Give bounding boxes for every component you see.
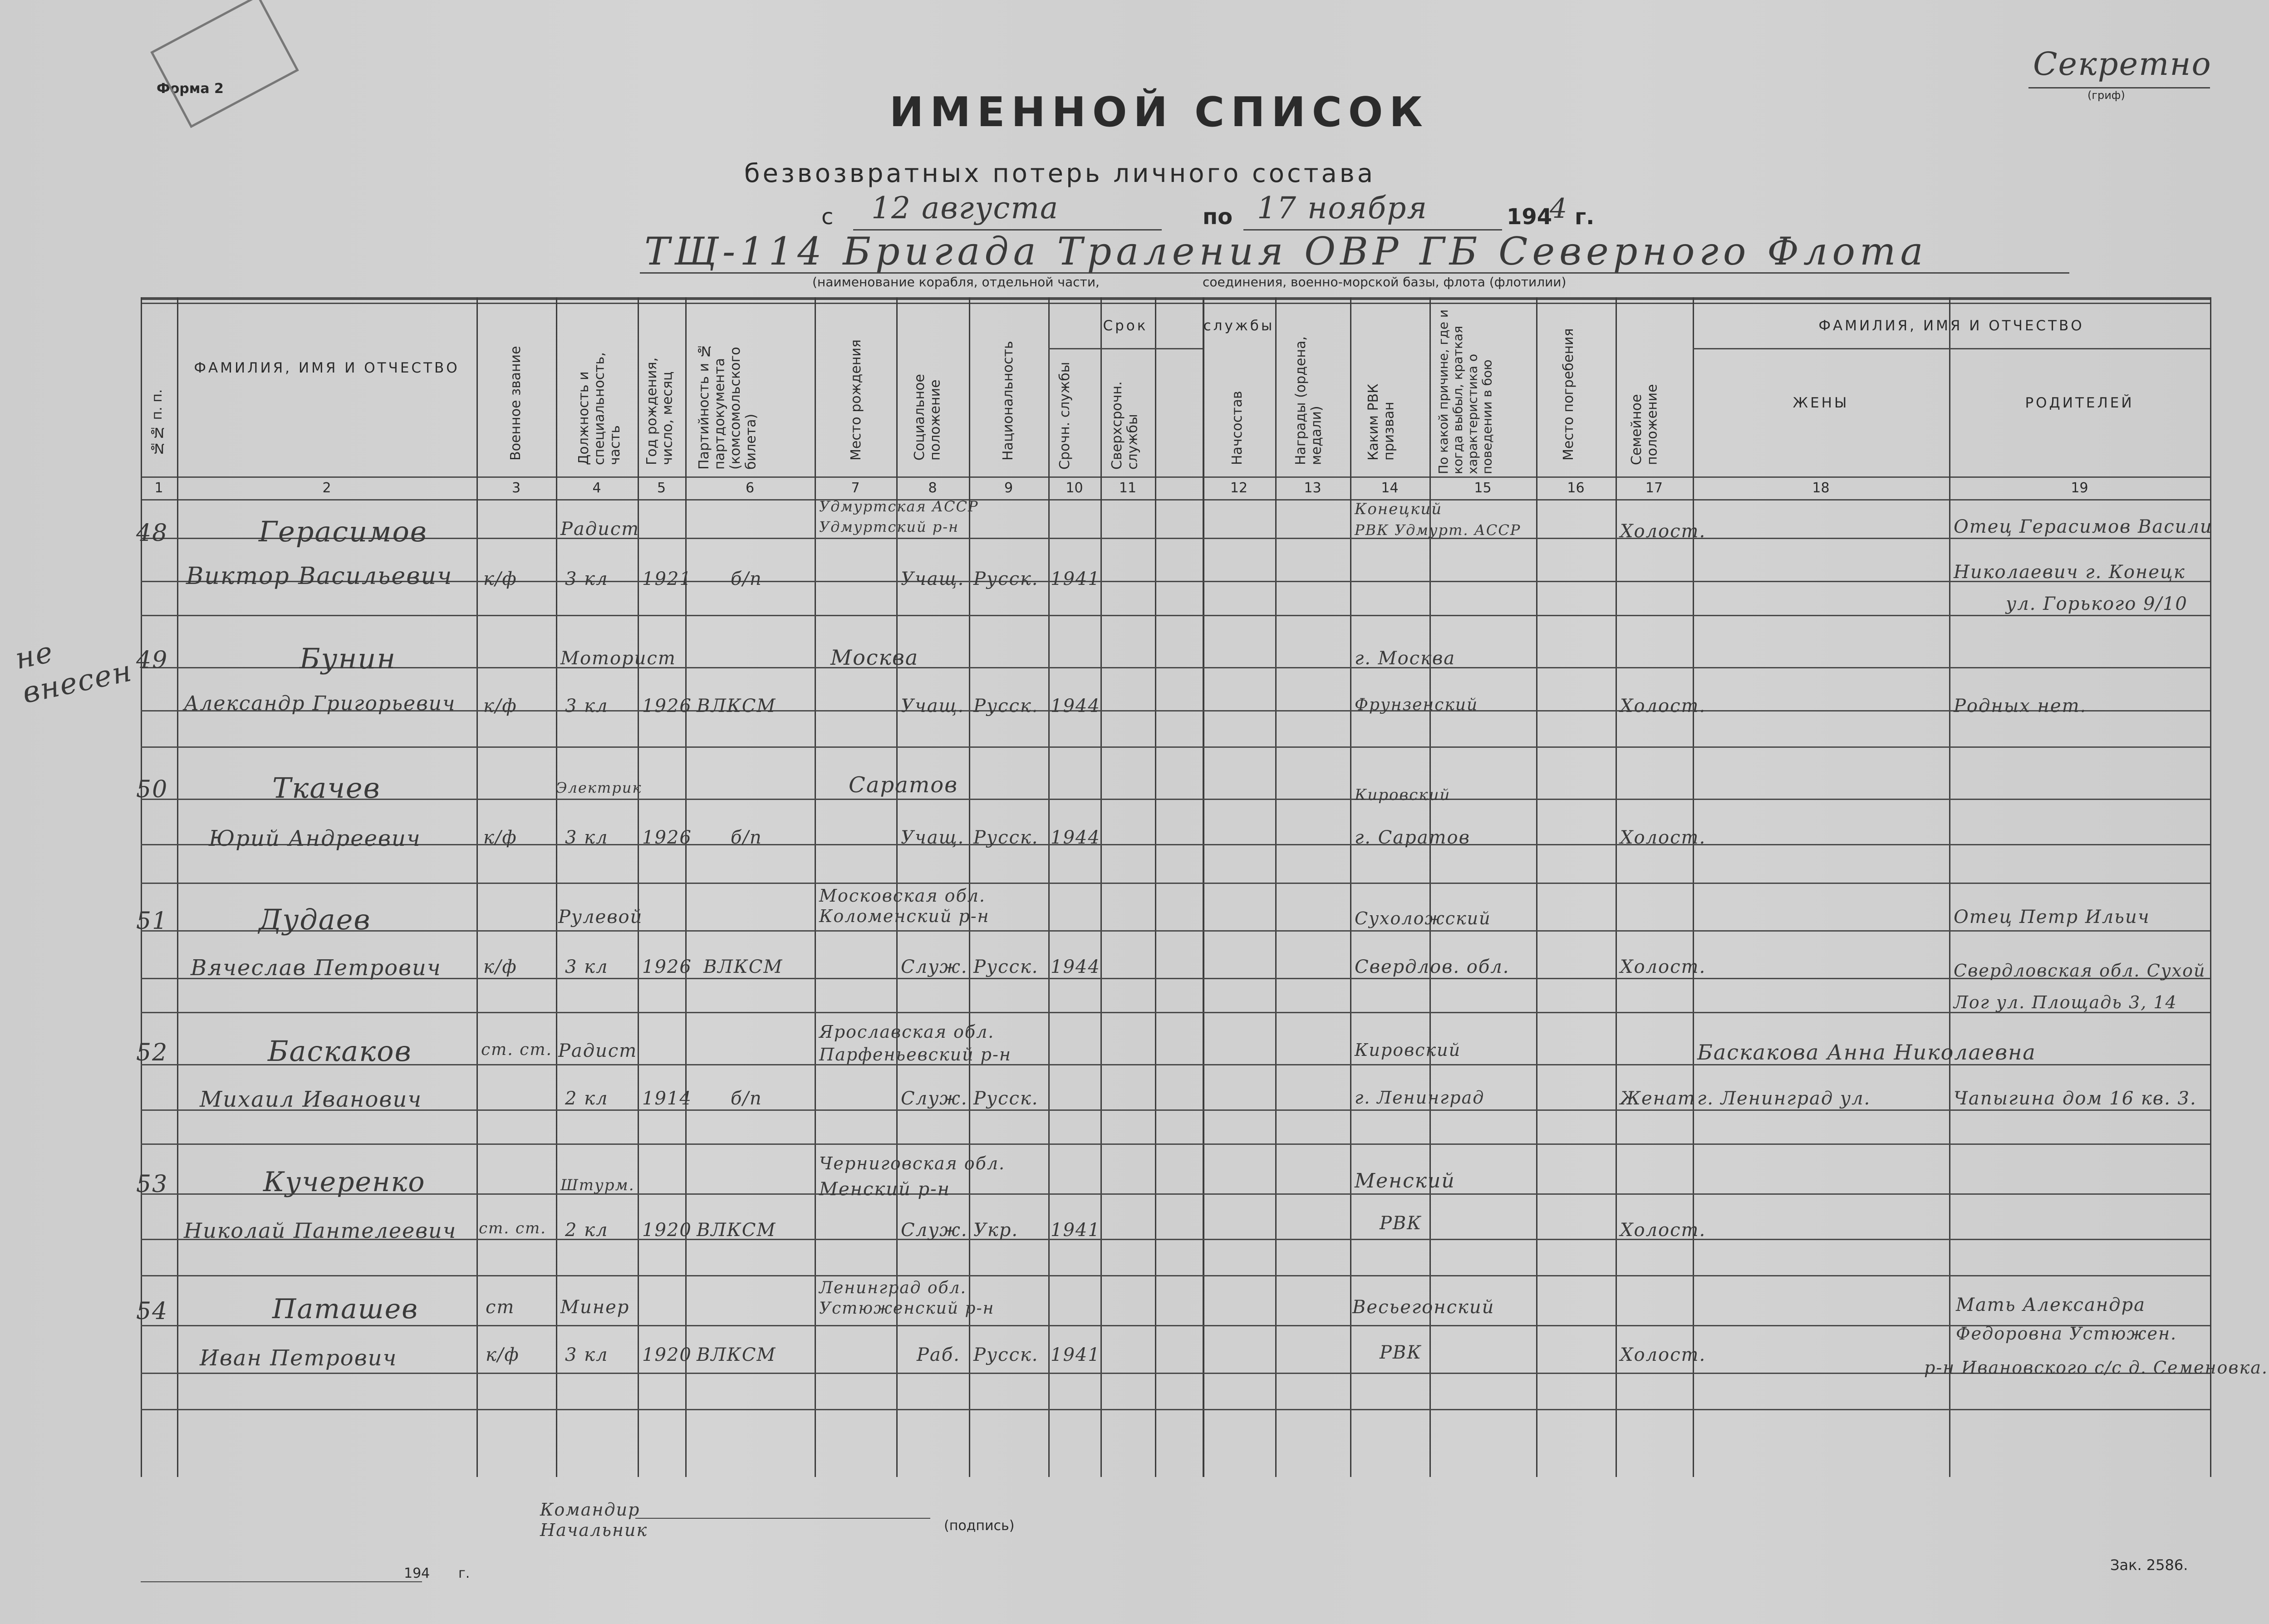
header-birthplace: Место рождения <box>848 339 864 461</box>
row-family: Женат <box>1620 1088 1696 1109</box>
unit-name: ТЩ-114 Бригада Траления ОВР ГБ Северного Флота <box>644 229 1928 274</box>
row-party: б/п <box>731 1088 762 1109</box>
row-term: 1941 <box>1051 569 1100 589</box>
header-parents: РОДИТЕЛЕЙ <box>2025 395 2134 411</box>
row-nationality: Русск. <box>973 569 1039 589</box>
row-position: Рулевой <box>558 907 643 927</box>
row-rvk-2: Свердлов. обл. <box>1355 957 1510 977</box>
row-surname: Баскаков <box>268 1035 412 1068</box>
row-social: Учащ. <box>901 696 965 716</box>
row-birthplace-1: Удмуртская АССР <box>819 498 979 515</box>
unit-caption-left: (наименование корабля, отдельной части, <box>812 275 1100 289</box>
footer-date-year: 194 <box>404 1565 430 1581</box>
row-birthplace-1: Черниговская обл. <box>819 1153 1006 1173</box>
row-rank: ст. ст. <box>479 1219 546 1237</box>
header-rvk: Каким РВК призван <box>1365 383 1397 461</box>
row-number: 52 <box>136 1039 168 1066</box>
header-term-regular: Срочн. службы <box>1057 362 1073 470</box>
row-nationality: Русск. <box>973 1344 1039 1365</box>
row-rvk-2: Фрунзенский <box>1355 696 1478 714</box>
row-position: Электрик <box>556 779 642 796</box>
row-party: ВЛКСМ <box>697 1220 776 1241</box>
row-given-names: Александр Григорьевич <box>184 692 456 715</box>
col-number: 5 <box>657 480 666 496</box>
row-social: Служ. <box>901 957 968 977</box>
row-social: Раб. <box>917 1344 960 1365</box>
row-rvk-2: РВК Удмурт. АССР <box>1355 521 1521 539</box>
col-number: 2 <box>322 480 331 496</box>
losses-table <box>136 297 2268 1477</box>
row-birthplace-2: Парфеньевский р-н <box>819 1045 1012 1065</box>
row-parents-2: Николаевич г. Конецк <box>1954 562 2186 583</box>
row-social: Учащ. <box>901 569 965 589</box>
header-no: №№ п. п. <box>149 389 165 456</box>
row-surname: Паташев <box>272 1293 419 1325</box>
row-party: ВЛКСМ <box>703 957 783 977</box>
row-rank: ст. ст. <box>481 1040 552 1059</box>
row-wife-1: Баскакова Анна Николаевна <box>1697 1040 2036 1065</box>
footer-signature-caption: (подпись) <box>944 1518 1015 1534</box>
row-family: Холост. <box>1620 1220 1706 1241</box>
row-nationality: Русск. <box>973 696 1039 716</box>
row-position: Радист <box>560 519 640 540</box>
row-term: 1944 <box>1051 827 1100 848</box>
header-birth-year: Год рождения, число, месяц <box>644 357 676 465</box>
col-number: 1 <box>154 480 163 496</box>
row-social: Служ. <box>901 1088 968 1109</box>
row-parents-3: ул. Горького 9/10 <box>2006 594 2188 614</box>
period-from-prefix: с <box>821 204 834 230</box>
row-rvk-1: Кировский <box>1355 786 1451 804</box>
row-parents-3: р-н Ивановского с/с д. Семеновка. <box>1924 1358 2268 1378</box>
row-class: 2 кл <box>565 1088 609 1109</box>
col-number: 10 <box>1066 480 1083 496</box>
row-term: 1944 <box>1051 957 1100 977</box>
row-party: ВЛКСМ <box>697 1344 776 1365</box>
row-term: 1941 <box>1051 1344 1100 1365</box>
row-surname: Герасимов <box>259 515 427 548</box>
row-surname: Дудаев <box>259 903 371 936</box>
header-term-group-2: службы <box>1203 318 1275 334</box>
row-class: 3 кл <box>565 569 609 589</box>
header-nationality: Национальность <box>1000 341 1016 461</box>
unit-caption-right: соединения, военно-морской базы, флота (флотилии) <box>1203 275 1567 289</box>
col-number: 6 <box>745 480 755 496</box>
row-surname: Ткачев <box>272 771 381 805</box>
row-parents-2: Свердловская обл. Сухой <box>1954 961 2206 981</box>
header-reason: По какой причине, где и когда выбыл, краткая характеристика о поведении в бою <box>1436 309 1495 474</box>
row-family: Холост. <box>1620 957 1706 977</box>
row-number: 53 <box>136 1171 168 1198</box>
row-rvk-1: г. Москва <box>1355 648 1456 669</box>
row-position: Штурм. <box>560 1176 635 1194</box>
secrecy-mark: Секретно <box>2033 45 2212 83</box>
secrecy-caption: (гриф) <box>2087 89 2125 102</box>
row-parents-1: Мать Александра <box>1956 1295 2146 1315</box>
form-label: Форма 2 <box>157 81 224 97</box>
row-party: б/п <box>731 827 762 848</box>
col-number: 12 <box>1230 480 1248 496</box>
row-rvk-2: РВК <box>1380 1342 1422 1363</box>
row-family: Холост. <box>1620 521 1706 542</box>
row-number: 48 <box>136 520 168 547</box>
row-position: Моторист <box>560 648 676 669</box>
col-number: 3 <box>511 480 521 496</box>
header-term-group: Срок <box>1103 318 1148 334</box>
row-class: 3 кл <box>565 957 609 977</box>
row-party: б/п <box>731 569 762 589</box>
row-given-names: Юрий Андреевич <box>209 826 421 851</box>
row-rvk-1: Кировский <box>1355 1040 1461 1060</box>
period-year-suffix: 4 <box>1550 193 1568 225</box>
row-rvk-1: Сухоложский <box>1355 908 1491 928</box>
row-given-names: Иван Петрович <box>200 1345 398 1371</box>
row-nationality: Русск. <box>973 1088 1039 1109</box>
row-year: 1921 <box>642 569 692 589</box>
col-number: 9 <box>1004 480 1013 496</box>
row-given-names: Вячеслав Петрович <box>191 955 442 981</box>
row-year: 1920 <box>642 1220 692 1241</box>
row-rank-2: к/ф <box>486 1344 520 1365</box>
period-to-prefix: по <box>1203 204 1233 230</box>
row-rank: к/ф <box>483 569 517 589</box>
row-rvk-1: Весьегонский <box>1352 1297 1495 1318</box>
row-given-names: Виктор Васильевич <box>186 563 453 590</box>
footer-chief: Начальник <box>540 1520 648 1540</box>
row-parents-2: Чапыгина дом 16 кв. 3. <box>1954 1088 2197 1109</box>
row-position: Радист <box>558 1040 638 1061</box>
row-birthplace-2: Удмуртский р-н <box>819 518 959 535</box>
row-rank: к/ф <box>483 827 517 848</box>
row-birthplace-2: Коломенский р-н <box>819 906 990 926</box>
row-year: 1926 <box>642 696 692 716</box>
row-family: Холост. <box>1620 696 1706 716</box>
row-number: 54 <box>136 1298 168 1325</box>
col-number: 11 <box>1119 480 1137 496</box>
row-parents-1: Родных нет. <box>1954 696 2087 716</box>
row-given-names: Михаил Иванович <box>200 1087 422 1112</box>
row-surname: Кучеренко <box>263 1166 426 1198</box>
row-number: 50 <box>136 776 168 803</box>
footer-commander: Командир <box>540 1500 640 1520</box>
row-class: 3 кл <box>565 696 609 716</box>
col-number: 17 <box>1645 480 1663 496</box>
row-class: 3 кл <box>565 827 609 848</box>
row-social: Учащ. <box>901 827 965 848</box>
header-family: Семейное положение <box>1629 384 1660 465</box>
row-nationality: Русск. <box>973 957 1039 977</box>
row-birthplace-1: Ленинград обл. <box>819 1279 967 1297</box>
col-number: 16 <box>1567 480 1585 496</box>
margin-note: не внесен <box>12 635 136 711</box>
row-nationality: Русск. <box>973 827 1039 848</box>
row-rvk-2: г. Ленинград <box>1355 1088 1485 1108</box>
header-term-extended: Сверхсрочн. службы <box>1109 381 1141 470</box>
row-birthplace-1: Ярославская обл. <box>819 1022 995 1042</box>
header-fullname: ФАМИЛИЯ, ИМЯ И ОТЧЕСТВО <box>194 360 460 376</box>
row-rvk-1: Конецкий <box>1355 500 1443 518</box>
col-number: 7 <box>851 480 860 496</box>
row-rvk-1: Менский <box>1355 1169 1455 1192</box>
row-rvk-2: г. Саратов <box>1355 827 1470 848</box>
row-birthplace-2: Устюженский р-н <box>819 1299 995 1318</box>
row-rank: к/ф <box>483 696 517 716</box>
row-term: 1941 <box>1051 1220 1100 1241</box>
period-year-prefix: 194 <box>1507 204 1552 230</box>
col-number: 8 <box>928 480 937 496</box>
row-year: 1926 <box>642 957 692 977</box>
row-class: 2 кл <box>565 1220 609 1241</box>
col-number: 18 <box>1812 480 1830 496</box>
row-number: 49 <box>136 647 168 674</box>
col-number: 4 <box>592 480 601 496</box>
document-subtitle: безвозвратных потерь личного состава <box>744 159 1376 188</box>
header-awards: Награды (ордена, медали) <box>1293 336 1325 465</box>
header-command-staff: Начсостав <box>1229 391 1245 465</box>
header-relatives: ФАМИЛИЯ, ИМЯ И ОТЧЕСТВО <box>1818 318 2084 334</box>
row-class: 3 кл <box>565 1344 609 1365</box>
row-family: Холост. <box>1620 1344 1706 1365</box>
faded-stamp <box>150 0 299 128</box>
footer-order-number: Зак. 2586. <box>2110 1556 2188 1574</box>
col-number: 14 <box>1381 480 1399 496</box>
row-wife-2: г. Ленинград ул. <box>1697 1088 1871 1109</box>
header-rank: Военное звание <box>508 346 524 461</box>
footer-date-suffix: г. <box>458 1565 470 1581</box>
row-parents-1: Отец Герасимов Васили <box>1954 516 2213 537</box>
period-to: 17 ноября <box>1257 191 1428 226</box>
row-parents-2: Федоровна Устюжен. <box>1956 1324 2177 1344</box>
row-nationality: Укр. <box>973 1220 1019 1241</box>
document-title: ИМЕННОЙ СПИСОК <box>889 88 1429 136</box>
header-wife: ЖЕНЫ <box>1793 395 1849 411</box>
row-birthplace-1: Саратов <box>849 772 958 798</box>
row-given-names: Николай Пантелеевич <box>184 1218 457 1243</box>
row-year: 1920 <box>642 1344 692 1365</box>
row-position: Минер <box>560 1297 630 1318</box>
row-parents-3: Лог ул. Площадь 3, 14 <box>1954 992 2177 1012</box>
row-birthplace-1: Московская обл. <box>819 886 986 906</box>
header-party: Партийность и № партдокумента (комсомольского билета) <box>696 343 759 470</box>
header-position: Должность и специальность, часть <box>576 352 623 465</box>
row-number: 51 <box>136 908 168 935</box>
row-rvk-2: РВК <box>1380 1213 1422 1234</box>
row-social: Служ. <box>901 1220 968 1241</box>
row-term: 1944 <box>1051 696 1100 716</box>
row-family: Холост. <box>1620 827 1706 848</box>
period-from: 12 августа <box>871 191 1059 226</box>
col-number: 15 <box>1474 480 1492 496</box>
header-social: Социальное положение <box>912 374 943 461</box>
row-birthplace-2: Менский р-н <box>819 1179 950 1200</box>
row-rank: ст <box>486 1297 515 1318</box>
row-parents-1: Отец Петр Ильич <box>1954 907 2150 927</box>
row-party: ВЛКСМ <box>697 696 776 716</box>
row-year: 1926 <box>642 827 692 848</box>
period-year-end: г. <box>1575 204 1595 230</box>
col-number: 19 <box>2071 480 2088 496</box>
row-rank: к/ф <box>483 957 517 977</box>
row-surname: Бунин <box>300 642 397 675</box>
header-burial: Место погребения <box>1561 328 1577 461</box>
row-birthplace-1: Москва <box>830 645 919 670</box>
col-number: 13 <box>1304 480 1321 496</box>
row-year: 1914 <box>642 1088 692 1109</box>
